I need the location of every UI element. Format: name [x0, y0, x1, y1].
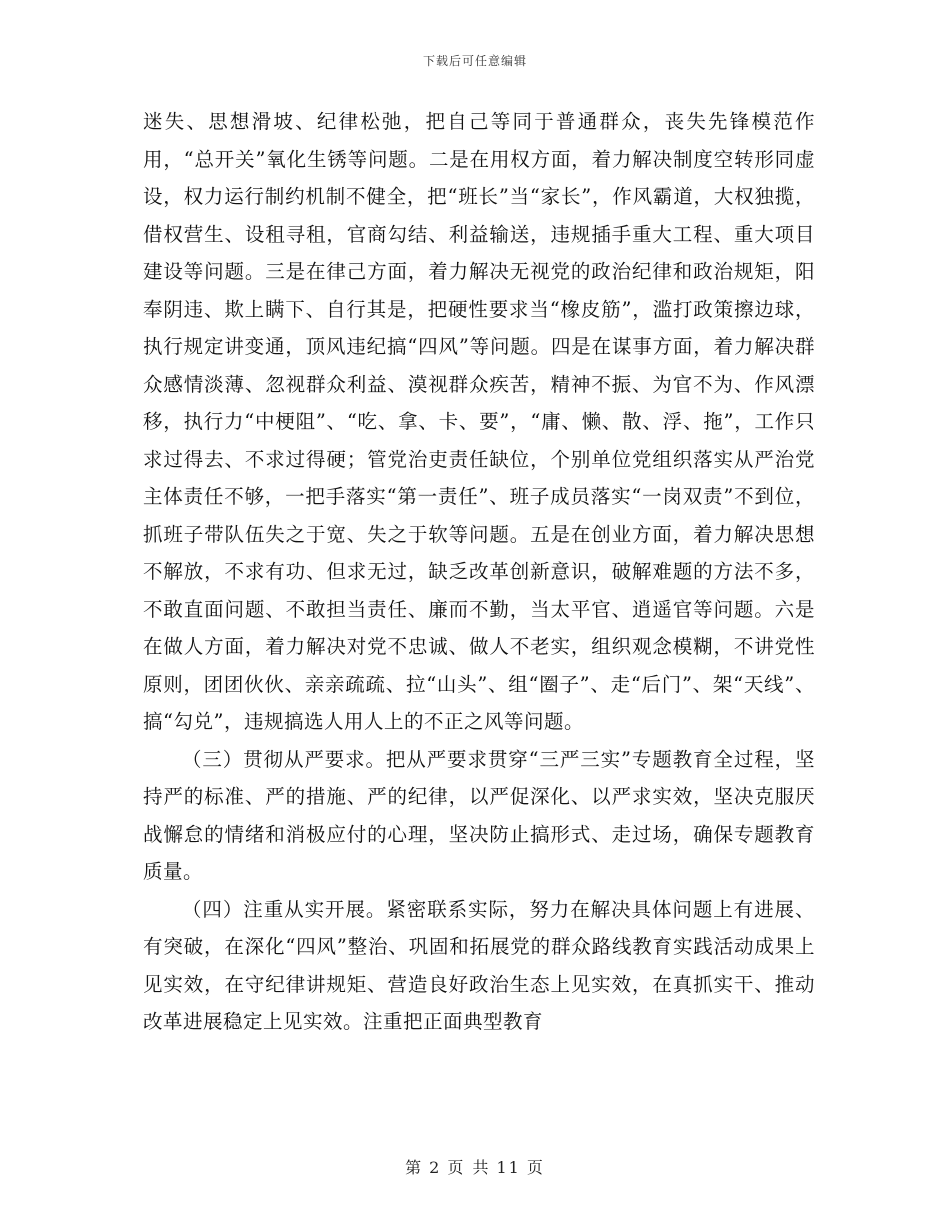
total-pages-number: 11	[496, 1158, 521, 1177]
page-header: 下载后可任意编辑	[422, 54, 527, 68]
paragraph-section-three: （三）贯彻从严要求。把从严要求贯穿“三严三实”专题教育全过程，坚持严的标准、严的措施、严的纪律，以严促深化、以严求实效，坚决克服厌战懈怠的情绪和消极应付的心理，坚决防止搞形式、走过场，确保专题教育质量。	[143, 747, 815, 883]
current-page-number: 2	[429, 1158, 442, 1177]
paragraph-section-four: （四）注重从实开展。紧密联系实际，努力在解决具体问题上有进展、有突破，在深化“四风”整治、巩固和拓展党的群众路线教育实践活动成果上见实效，在守纪律讲规矩、营造良好政治生态上见实效，在真抓实干、推动改革进展稳定上见实效。注重把正面典型教育	[143, 897, 815, 1033]
footer-prefix: 第	[405, 1158, 424, 1177]
document-body	[143, 103, 815, 1041]
paragraph-continuation: 迷失、思想滑坡、纪律松弛，把自己等同于普通群众，丧失先锋模范作用，“总开关”氧化生锈等问题。二是在用权方面，着力解决制度空转形同虚设，权力运行制约机制不健全，把“班长”当“家长”，作风霸道，大权独揽，借权营生、设租寻租，官商勾结、利益输送，违规插手重大工程、重大项目建设等问题。三是在律己方面，着力解决无视党的政治纪律和政治规矩，阳奉阴违、欺上瞒下、自行其是，把硬性要求当“橡皮筋”，滥打政策擦边球，执行规定讲变通，顶风违纪搞“四风”等问题。四是在谋事方面，着力解决群众感情淡薄、忽视群众利益、漠视群众疾苦，精神不振、为官不为、作风漂移，执行力“中梗阻”、“吃、拿、卡、要”，“庸、懒、散、浮、拖”，工作只求过得去、不求过得硬；管党治吏责任缺位，个别单位党组织落实从严治党主体责任不够，一把手落实“第一责任”、班子成员落实“一岗双责”不到位，抓班子带队伍失之于宽、失之于软等问题。五是在创业方面，着力解决思想不解放，不求有功、但求无过，缺乏改革创新意识，破解难题的方法不多，不敢直面问题、不敢担当责任、廉而不勤，当太平官、逍遥官等问题。六是在做人方面，着力解决对党不忠诚、做人不老实，组织观念模糊，不讲党性原则，团团伙伙、亲亲疏疏、拉“山头”、组“圈子”、走“后门”、架“天线”、搞“勾兑”，违规搞选人用人上的不正之风等问题。	[143, 110, 815, 733]
footer-suffix: 页	[526, 1158, 545, 1177]
page-footer	[0, 1155, 950, 1178]
footer-middle: 页 共	[447, 1158, 491, 1177]
